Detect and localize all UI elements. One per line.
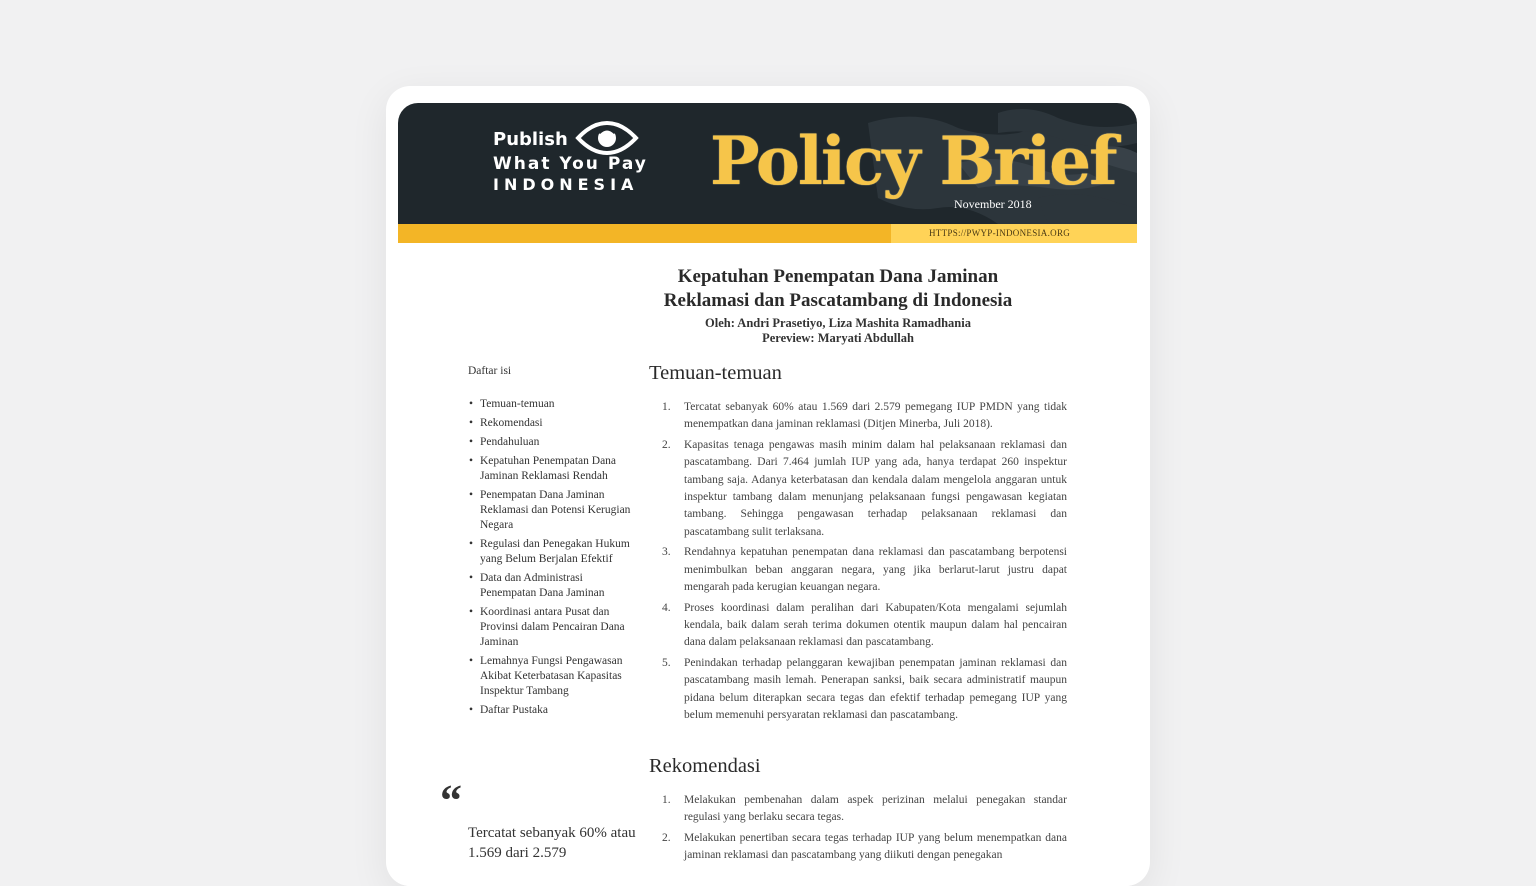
list-number: 1. xyxy=(662,401,671,413)
list-item xyxy=(662,437,1067,541)
list-item xyxy=(662,399,1067,434)
toc-item[interactable]: • Penempatan Dana Jaminan Reklamasi dan Potensi Kerugian Negara xyxy=(480,488,638,533)
toc-item[interactable]: • Daftar Pustaka xyxy=(480,703,638,718)
logo-publish-text: Publish xyxy=(493,129,568,150)
list-item xyxy=(662,655,1067,724)
pwyp-logo xyxy=(493,127,648,195)
document-title-line2: Reklamasi dan Pascatambang di Indonesia xyxy=(663,290,1013,311)
website-url[interactable]: HTTPS://PWYP-INDONESIA.ORG xyxy=(891,224,1137,243)
toc-item[interactable]: • Lemahnya Fungsi Pengawasan Akibat Keterbatasan Kapasitas Inspektur Tambang xyxy=(480,654,638,699)
logo-indonesia-text: INDONESIA xyxy=(493,175,639,194)
quote-mark: “ xyxy=(440,776,462,825)
list-item xyxy=(662,830,1067,865)
toc-item[interactable]: • Regulasi dan Penegakan Hukum yang Belum Berjalan Efektif xyxy=(480,537,638,567)
list-text: Rendahnya kepatuhan penempatan dana reklamasi dan pascatambang berpotensi menimbulkan beban anggaran negara, yang jika berlarut-larut justru dapat mengarah pada kerugian keuangan negara. xyxy=(684,546,1067,593)
document-title-line1: Kepatuhan Penempatan Dana Jaminan xyxy=(677,266,999,287)
findings-heading: Temuan-temuan xyxy=(649,362,782,384)
pull-quote: Tercatat sebanyak 60% atau 1.569 dari 2.579 xyxy=(468,825,636,861)
accent-stripe xyxy=(398,224,1137,243)
toc-item[interactable]: • Data dan Administrasi Penempatan Dana Jaminan xyxy=(480,571,638,601)
recommendations-heading: Rekomendasi xyxy=(649,755,761,777)
policy-brief-page xyxy=(398,103,1137,886)
list-item xyxy=(662,544,1067,596)
list-number: 2. xyxy=(662,439,671,452)
toc-item[interactable]: • Kepatuhan Penempatan Dana Jaminan Reklamasi Rendah xyxy=(480,454,638,484)
toc-item[interactable]: • Rekomendasi xyxy=(480,416,638,431)
list-number: 5. xyxy=(662,657,671,670)
table-of-contents xyxy=(468,365,638,722)
list-number: 3. xyxy=(662,546,671,559)
list-number: 4. xyxy=(662,601,671,614)
toc-item[interactable]: • Temuan-temuan xyxy=(480,397,638,412)
toc-list xyxy=(468,397,638,718)
list-number: 2. xyxy=(662,832,671,845)
list-text: Melakukan pembenahan dalam aspek perizinan melalui penegakan standar regulasi yang berlaku secara tegas. xyxy=(684,794,1067,824)
publication-date: November 2018 xyxy=(954,197,1032,211)
list-item xyxy=(662,792,1067,827)
toc-item[interactable]: • Pendahuluan xyxy=(480,435,638,450)
header-banner xyxy=(398,103,1137,224)
findings-list xyxy=(662,399,1067,728)
recommendations-list xyxy=(662,792,1067,868)
list-text: Kapasitas tenaga pengawas masih minim dalam hal pelaksanaan reklamasi dan pascatambang. Dari 7.464 jumlah IUP yang ada, hanya terdapat 260 inspektur tambang saja. Adanya keterbatasan dan kendala dalam mengelola anggaran untuk inspektur tambang dalam menunjang pelaksanaan fungsi pengawasan kegiatan tambang. Sehingga pengawasan terhadap pelaksanaan reklamasi dan pascatambang sulit terlaksana. xyxy=(684,439,1067,538)
toc-item[interactable]: • Koordinasi antara Pusat dan Provinsi dalam Pencairan Dana Jaminan xyxy=(480,605,638,650)
eye-icon xyxy=(574,121,640,155)
document-card xyxy=(386,86,1150,886)
document-title-block xyxy=(588,265,1088,346)
list-item xyxy=(662,600,1067,652)
document-authors: Oleh: Andri Prasetiyo, Liza Mashita Ramadhania xyxy=(705,316,971,330)
list-text: Proses koordinasi dalam peralihan dari Kabupaten/Kota mengalami sejumlah kendala, baik dalam serah terima dokumen otentik maupun dalam hal pencairan dana dalam pelaksanaan reklamasi dan pascatambang. xyxy=(684,601,1067,649)
document-reviewer: Pereview: Maryati Abdullah xyxy=(762,331,914,345)
list-text: Penindakan terhadap pelanggaran kewajiban penempatan jaminan reklamasi dan pascatambang masih lemah. Penerapan sanksi, baik secara administratif maupun pidana belum diterapkan secara tegas dan efektif terhadap pemegang IUP yang belum memenuhi persyaratan reklamasi dan pascatambang. xyxy=(684,657,1067,722)
list-text: Tercatat sebanyak 60% atau 1.569 dari 2.579 pemegang IUP PMDN yang tidak menempatkan dana jaminan reklamasi (Ditjen Minerba, Juli 2018). xyxy=(684,401,1067,431)
list-number: 1. xyxy=(662,794,671,806)
policy-brief-title: Policy Brief xyxy=(710,122,1116,200)
list-text: Melakukan penertiban secara tegas terhadap IUP yang belum menempatkan dana jaminan reklamasi dan pascatambang yang diikuti dengan penegakan xyxy=(684,832,1067,862)
logo-what-you-pay-text: What You Pay xyxy=(493,154,648,174)
toc-heading: Daftar isi xyxy=(468,365,512,377)
